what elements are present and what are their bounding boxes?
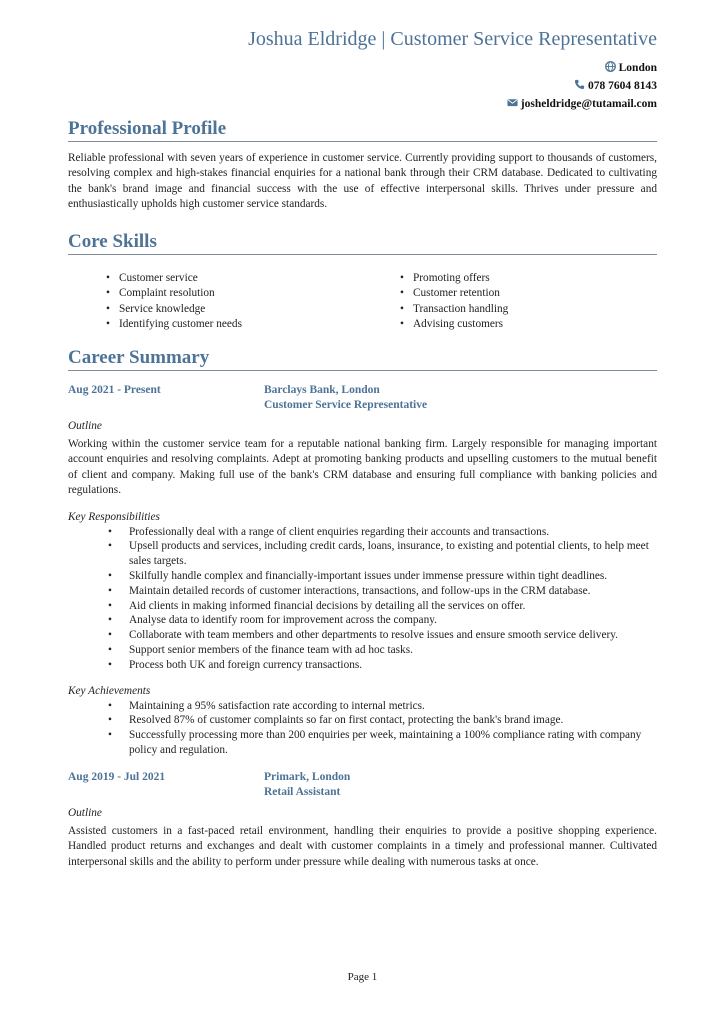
envelope-icon xyxy=(507,97,518,108)
achievements-label: Key Achievements xyxy=(68,684,151,697)
skill-item: • Customer service xyxy=(106,271,362,287)
job-dates: Aug 2021 - Present xyxy=(68,384,161,396)
skills-column-2 xyxy=(362,271,508,333)
globe-icon xyxy=(605,61,616,72)
cv-header xyxy=(248,28,657,113)
list-item: • Collaborate with team members and other departments to resolve issues and ensure smooth service delivery. xyxy=(108,628,657,643)
skill-item: • Advising customers xyxy=(400,317,508,333)
contact-location xyxy=(248,59,657,77)
job-outline: Working within the customer service team for a reputable national banking firm. Largely responsible for managing important account enquiries and resolving complaints. Adept at promoting banking products and upselling customers to the mutual benefit of client and company. Making full use of the bank's CRM database and ensuring full compliance with banking policies and regulations. xyxy=(68,438,657,497)
job-header xyxy=(68,770,657,800)
outline-label: Outline xyxy=(68,806,102,819)
list-item: • Maintain detailed records of customer interactions, transactions, and follow-ups in the CRM database. xyxy=(108,584,657,599)
list-item: • Support senior members of the finance team with ad hoc tasks. xyxy=(108,643,657,658)
email-link[interactable]: josheldridge@tutamail.com xyxy=(520,98,657,110)
profile-heading: Professional Profile xyxy=(68,118,657,142)
list-item: • Successfully processing more than 200 enquiries per week, maintaining a 100% compliance rating with company policy and regulation. xyxy=(108,728,657,758)
job-dates: Aug 2019 - Jul 2021 xyxy=(68,770,166,783)
job-entry-primark xyxy=(68,770,657,870)
list-item: • Aid clients in making informed financial decisions by detailing all the services on offer. xyxy=(108,599,657,614)
job-employer-role xyxy=(264,770,350,800)
contact-email xyxy=(248,95,657,113)
contact-phone xyxy=(248,77,657,95)
location-text: London xyxy=(618,62,657,74)
skill-item: • Customer retention xyxy=(400,286,508,302)
job-header xyxy=(68,383,657,413)
cv-content xyxy=(68,118,657,870)
list-item: • Process both UK and foreign currency transactions. xyxy=(108,658,657,673)
skill-item: • Service knowledge xyxy=(106,302,362,318)
list-item: • Upsell products and services, including credit cards, loans, insurance, to existing and potential clients, to help meet sales targets. xyxy=(108,539,657,569)
job-outline: Assisted customers in a fast-paced retail environment, handling their enquiries to provide a positive shopping experience. Handled product returns and exchanges and dealt with customer complaints in a timely and professional manner. Cultivated interpersonal skills and the ability to perform under pressure while dealing with numerous tasks at once. xyxy=(68,824,657,868)
responsibilities-list xyxy=(68,525,657,673)
name-title: Joshua Eldridge | Customer Service Representative xyxy=(248,28,657,50)
list-item: • Professionally deal with a range of client enquiries regarding their accounts and transactions. xyxy=(108,525,657,540)
skills-list xyxy=(68,271,657,333)
phone-icon xyxy=(574,79,585,90)
profile-text: Reliable professional with seven years of experience in customer service. Currently providing support to thousands of customers, resolving complex and high-stakes financial enquiries for a national bank through their CRM database. Dedicated to cultivating the bank's brand image and financial success with the use of effective interpersonal skills. Thrives under pressure and enthusiastically upholds high customer service standards. xyxy=(68,152,657,211)
skill-item: • Complaint resolution xyxy=(106,286,362,302)
job-employer: Barclays Bank, London xyxy=(264,384,380,396)
list-item: • Resolved 87% of customer complaints so far on first contact, protecting the bank's brand image. xyxy=(108,713,657,728)
list-item: • Skilfully handle complex and financially-important issues under immense pressure within tight deadlines. xyxy=(108,569,657,584)
job-role: Customer Service Representative xyxy=(264,399,428,411)
page-number: Page 1 xyxy=(347,971,378,983)
outline-label: Outline xyxy=(68,420,102,432)
skill-item: • Identifying customer needs xyxy=(106,317,362,333)
achievements-list xyxy=(68,699,657,758)
job-role: Retail Assistant xyxy=(264,785,341,798)
job-entry-barclays xyxy=(68,383,657,758)
skill-item: • Promoting offers xyxy=(400,271,508,287)
skills-heading: Core Skills xyxy=(68,231,657,255)
job-employer-role xyxy=(264,383,427,413)
phone-text: 078 7604 8143 xyxy=(588,80,657,92)
career-heading: Career Summary xyxy=(68,347,657,371)
responsibilities-label: Key Responsibilities xyxy=(68,510,160,523)
job-employer: Primark, London xyxy=(264,770,351,783)
list-item: • Analyse data to identify room for improvement across the company. xyxy=(108,613,657,628)
skill-item: • Transaction handling xyxy=(400,302,508,318)
skills-column-1 xyxy=(68,271,362,333)
list-item: • Maintaining a 95% satisfaction rate according to internal metrics. xyxy=(108,699,657,714)
